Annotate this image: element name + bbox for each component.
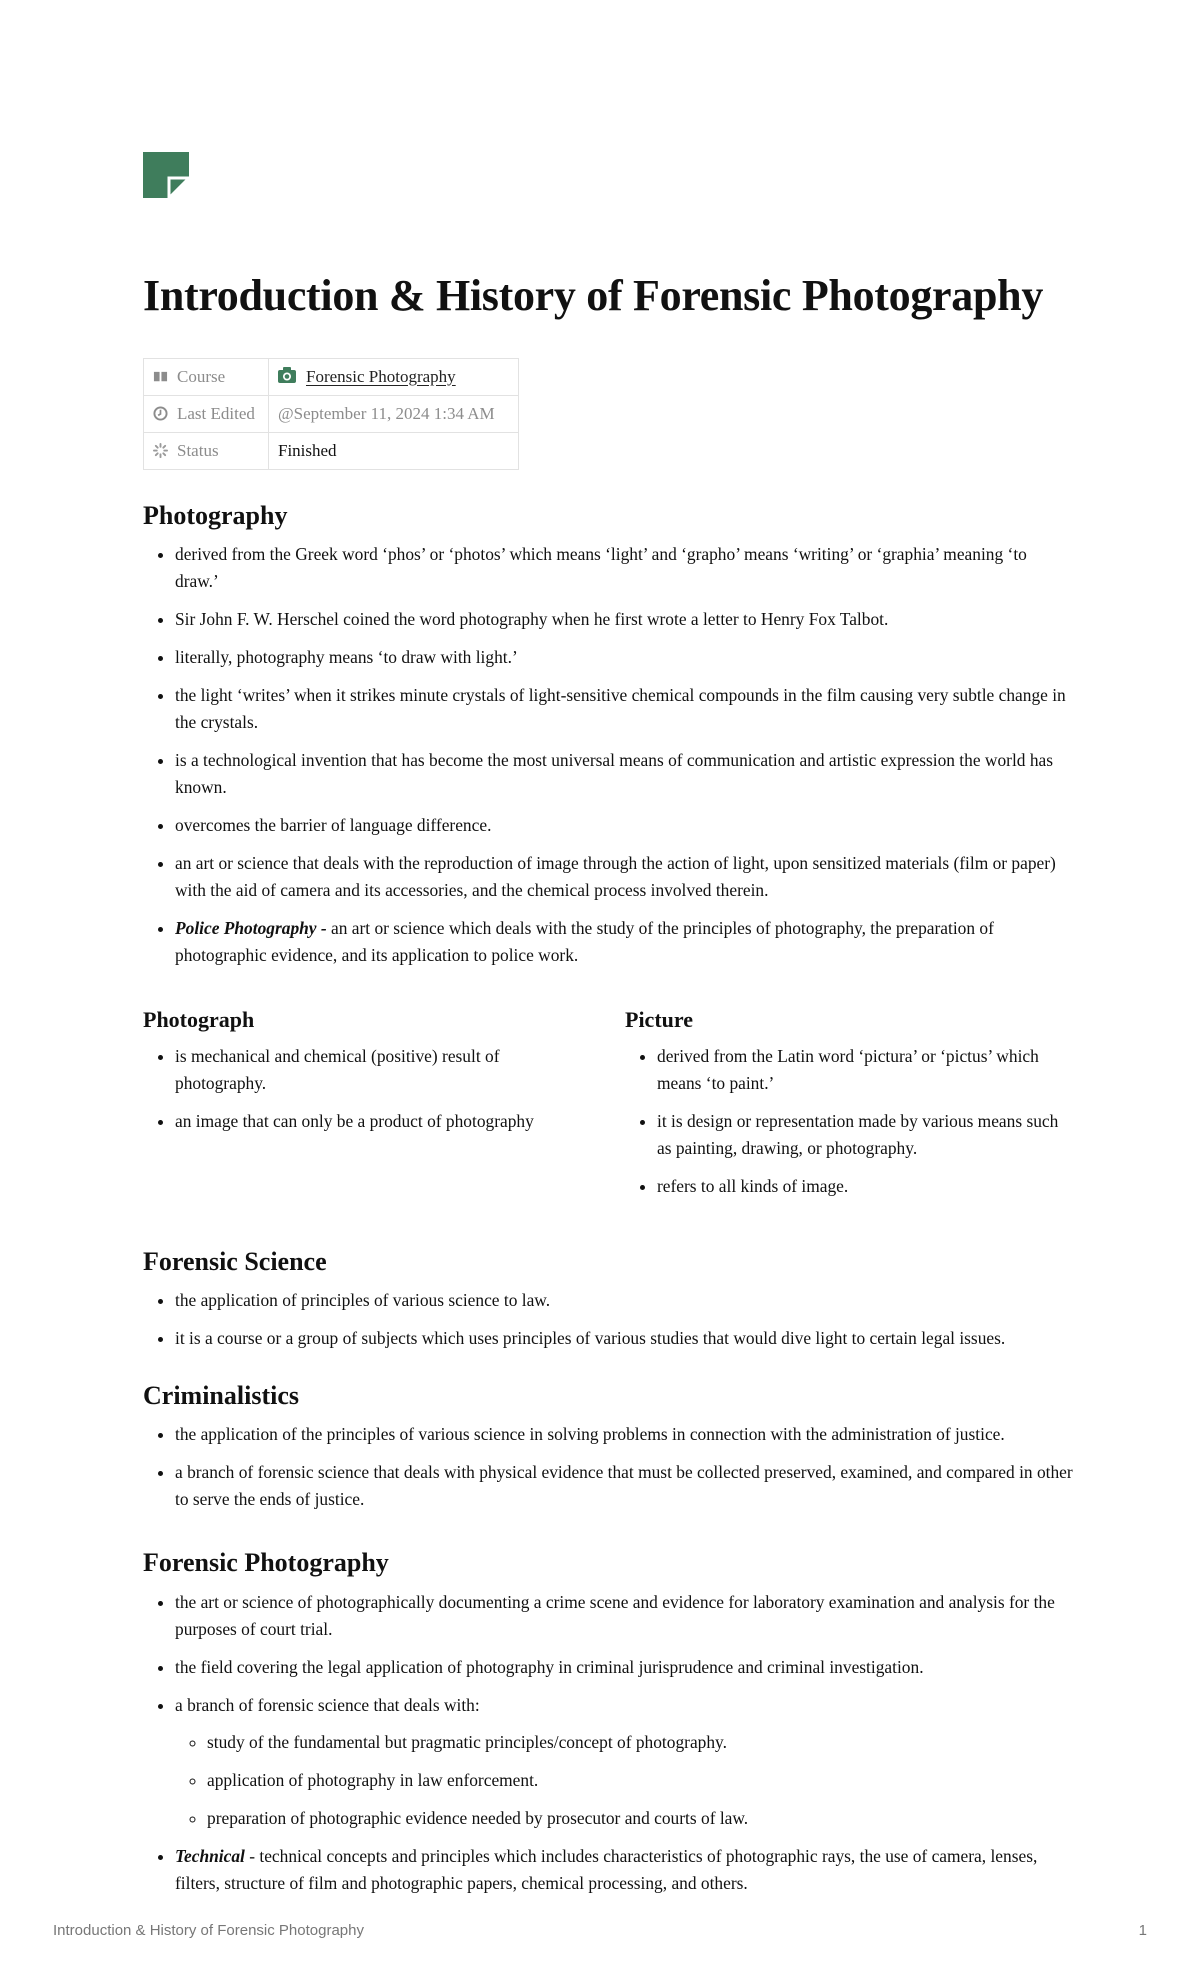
list-item: • overcomes the barrier of language difference.	[175, 812, 1073, 839]
term-definition: an art or science which deals with the study of the principles of photography, the preparation of photographic evidence, and its application to police work.	[175, 917, 994, 965]
list-item: • is a technological invention that has become the most universal means of communication and artistic expression the world has known.	[175, 747, 1073, 801]
section-heading: Criminalistics	[143, 1381, 299, 1411]
list-item-text: a branch of forensic science that deals with:	[175, 1694, 480, 1715]
column-heading: Picture	[625, 1006, 694, 1032]
column-picture	[625, 1007, 1073, 1211]
bullet-list	[143, 1043, 583, 1135]
sub-list-item: ◦ preparation of photographic evidence needed by prosecutor and courts of law.	[207, 1805, 1073, 1832]
course-link[interactable]: Forensic Photography	[306, 366, 456, 386]
list-item: • refers to all kinds of image.	[657, 1173, 1073, 1200]
section-heading: Forensic Science	[143, 1247, 327, 1277]
list-item	[175, 1692, 1073, 1832]
property-value-last-edited: @September 11, 2024 1:34 AM	[269, 395, 519, 432]
footer-title: Introduction & History of Forensic Photography	[53, 1922, 364, 1939]
bullet-list	[143, 1589, 1073, 1897]
section-heading: Forensic Photography	[143, 1548, 389, 1578]
property-name-status	[144, 432, 269, 469]
list-item: • the application of principles of various science to law.	[175, 1287, 1073, 1314]
two-column-block	[143, 1007, 1073, 1211]
property-label: Course	[177, 366, 226, 386]
list-item	[175, 915, 1073, 969]
property-name-course	[144, 358, 269, 395]
list-item	[175, 1843, 1073, 1897]
section-forensic-photography	[143, 1547, 1073, 1896]
list-item: • it is a course or a group of subjects which uses principles of various studies that would dive light to certain legal issues.	[175, 1325, 1073, 1352]
property-value-course[interactable]	[269, 358, 519, 395]
section-photography	[143, 500, 1073, 969]
sub-list-item: ◦ study of the fundamental but pragmatic principles/concept of photography.	[207, 1729, 1073, 1756]
status-value[interactable]: Finished	[269, 432, 519, 469]
property-row-status	[144, 432, 519, 469]
list-item: • an art or science that deals with the reproduction of image through the action of light, upon sensitized materials (film or paper) with the aid of camera and its accessories, and the chemical process involved therein.	[175, 850, 1073, 904]
document-page	[143, 152, 1073, 1908]
list-item: • a branch of forensic science that deals with physical evidence that must be collected preserved, examined, and compared in other to serve the ends of justice.	[175, 1459, 1073, 1513]
list-item: • it is design or representation made by various means such as painting, drawing, or photography.	[657, 1108, 1073, 1162]
term: Police Photography -	[175, 917, 327, 938]
bullet-list	[143, 1287, 1073, 1352]
list-item: • the application of the principles of various science in solving problems in connection with the administration of justice.	[175, 1421, 1073, 1448]
list-item: • derived from the Latin word ‘pictura’ or ‘pictus’ which means ‘to paint.’	[657, 1043, 1073, 1097]
bullet-list	[625, 1043, 1073, 1200]
property-row-last-edited	[144, 395, 519, 432]
term-definition: - technical concepts and principles which includes characteristics of photographic rays, the use of camera, lenses, filters, structure of film and photographic papers, chemical processing, and others.	[175, 1845, 1038, 1893]
property-label: Last Edited	[177, 403, 255, 423]
section-heading: Photography	[143, 500, 288, 530]
bullet-list	[143, 541, 1073, 969]
column-heading: Photograph	[143, 1006, 255, 1032]
column-photograph	[143, 1007, 583, 1211]
list-item: • literally, photography means ‘to draw with light.’	[175, 644, 1073, 671]
property-label: Status	[177, 440, 219, 460]
page-title: Introduction & History of Forensic Photography	[143, 271, 1044, 320]
clock-icon	[153, 406, 168, 421]
section-criminalistics	[143, 1380, 1073, 1513]
list-item: • derived from the Greek word ‘phos’ or ‘photos’ which means ‘light’ and ‘grapho’ means ‘writing’ or ‘graphia’ meaning ‘to draw.’	[175, 541, 1073, 595]
property-row-course	[144, 358, 519, 395]
sub-list-item: ◦ application of photography in law enforcement.	[207, 1767, 1073, 1794]
term: Technical	[175, 1845, 245, 1866]
page-icon[interactable]	[143, 152, 189, 198]
property-name-last-edited	[144, 395, 269, 432]
list-item: • is mechanical and chemical (positive) result of photography.	[175, 1043, 583, 1097]
list-item: • an image that can only be a product of photography	[175, 1108, 583, 1135]
list-item: • Sir John F. W. Herschel coined the word photography when he first wrote a letter to Henry Fox Talbot.	[175, 606, 1073, 633]
list-item: • the field covering the legal application of photography in criminal jurisprudence and criminal investigation.	[175, 1654, 1073, 1681]
camera-icon	[278, 367, 296, 383]
page-number: 1	[1138, 1922, 1147, 1939]
properties-table	[143, 358, 519, 470]
section-forensic-science	[143, 1246, 1073, 1352]
list-item: • the light ‘writes’ when it strikes minute crystals of light-sensitive chemical compounds in the film causing very subtle change in the crystals.	[175, 682, 1073, 736]
sub-bullet-list	[175, 1729, 1073, 1832]
bullet-list	[143, 1421, 1073, 1513]
loader-icon	[153, 443, 168, 458]
book-icon	[153, 369, 168, 384]
page-footer	[53, 1922, 1147, 1939]
list-item: • the art or science of photographically documenting a crime scene and evidence for laboratory examination and analysis for the purposes of court trial.	[175, 1589, 1073, 1643]
